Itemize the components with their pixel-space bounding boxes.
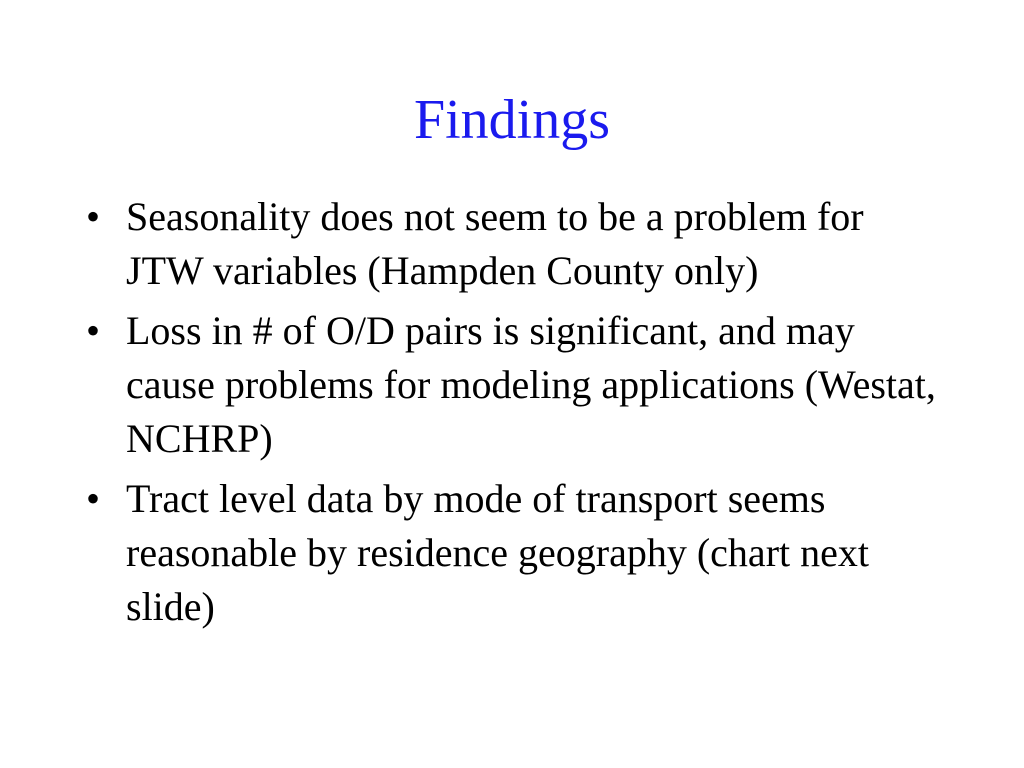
bullet-item: • Loss in # of O/D pairs is significant, and may cause problems for modeling applications (Westat, NCHRP) bbox=[84, 304, 944, 466]
slide-title: Findings bbox=[413, 89, 611, 151]
bullet-item: • Seasonality does not seem to be a problem for JTW variables (Hampden County only) bbox=[84, 190, 944, 298]
bullet-item: • Tract level data by mode of transport seems reasonable by residence geography (chart next slide) bbox=[84, 472, 944, 634]
bullet-list bbox=[84, 190, 944, 640]
